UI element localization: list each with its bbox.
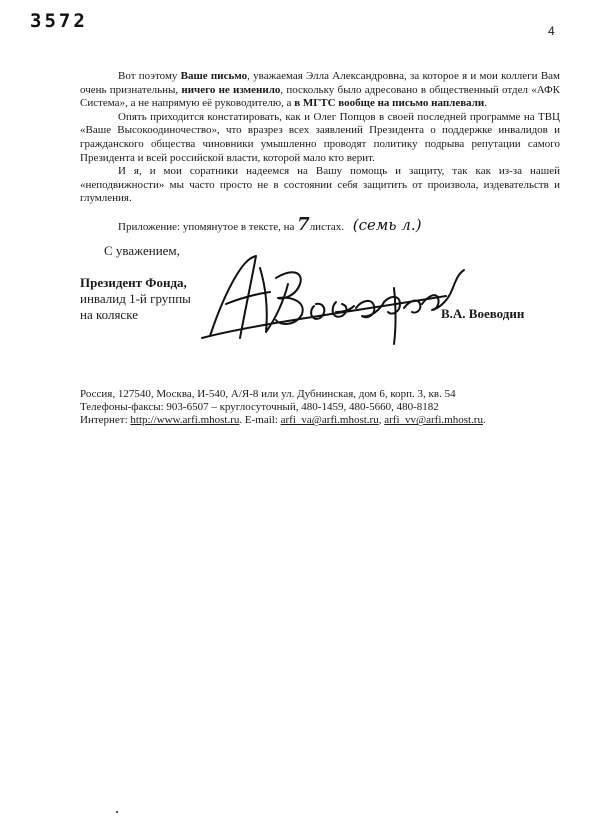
stamp-number: 3572 bbox=[30, 10, 88, 32]
signer-block bbox=[80, 275, 191, 323]
p1-text-e: , поскольку было адресовано в общественный отдел «АФК Система», а не напрямую её руководителю, а bbox=[80, 83, 561, 110]
footer-address: Россия, 127540, Москва, И-540, А/Я-8 или ул. Дубнинская, дом 6, корп. 3, кв. 54 bbox=[80, 388, 456, 400]
p1-bold-your-letter: Ваше письмо bbox=[180, 70, 248, 82]
paragraph-1 bbox=[80, 70, 560, 111]
signer-title: Президент Фонда, bbox=[80, 275, 187, 290]
handwritten-page-count: 7 bbox=[297, 214, 310, 235]
signer-line2: инвалид 1-й группы bbox=[80, 291, 191, 306]
attachment-line bbox=[118, 214, 421, 235]
email-label: . E-mail: bbox=[239, 414, 281, 427]
handwritten-signature bbox=[196, 248, 471, 346]
p1-bold-mgts: в МГТС вообще на письмо наплевали bbox=[294, 97, 485, 110]
attachment-text-after: листах. bbox=[309, 221, 345, 233]
email-separator: , bbox=[378, 414, 385, 427]
email-link-2[interactable]: arfi_vv@arfi.mhost.ru bbox=[384, 414, 483, 427]
letter-body bbox=[80, 70, 560, 206]
footer-internet bbox=[80, 414, 570, 427]
email-link-1[interactable]: arfi_va@arfi.mhost.ru bbox=[280, 414, 379, 427]
p1-bold-nothing-changed: ничего не изменило bbox=[181, 83, 281, 96]
footer-phones: Телефоны-факсы: 903-6507 – круглосуточный, 480-1459, 480-5660, 480-8182 bbox=[80, 401, 439, 414]
attachment-text: Приложение: упомянутое в тексте, на bbox=[118, 221, 295, 233]
footer-period: . bbox=[482, 414, 486, 427]
website-link[interactable]: http://www.arfi.mhost.ru bbox=[130, 414, 240, 427]
internet-label: Интернет: bbox=[80, 414, 131, 427]
p1-text-a: Вот поэтому bbox=[118, 70, 181, 82]
paragraph-2: Опять приходится констатировать, как и Олег Попцов в своей последней программе на ТВЦ «Ваше Высокоодиночество», что вразрез всех заявлений Президента о поддержке инвалидов и гражданского общества чиновники умышленно проводят политику подрыва репутации самого Президента и всей российской власти, которой мало кто верит. bbox=[80, 110, 560, 164]
signer-line3: на коляске bbox=[80, 307, 138, 322]
scan-speck bbox=[116, 811, 118, 813]
regards: С уважением, bbox=[104, 243, 180, 258]
handwritten-note: (семь л.) bbox=[352, 216, 422, 234]
signer-name: В.А. Воеводин bbox=[441, 306, 525, 321]
p1-text-g: . bbox=[484, 97, 488, 110]
page-number: 4 bbox=[548, 24, 555, 38]
letterhead-footer bbox=[80, 388, 570, 428]
paragraph-3: И я, и мои соратники надеемся на Вашу помощь и защиту, так как из-за нашей «неподвижности» мы часто просто не в состоянии себя защитить от произвола, издевательств и глумления. bbox=[80, 165, 560, 205]
p1-text-c: , уважаемая Элла Александровна, за которое я и мои коллеги Вам очень признательны, bbox=[80, 70, 560, 96]
